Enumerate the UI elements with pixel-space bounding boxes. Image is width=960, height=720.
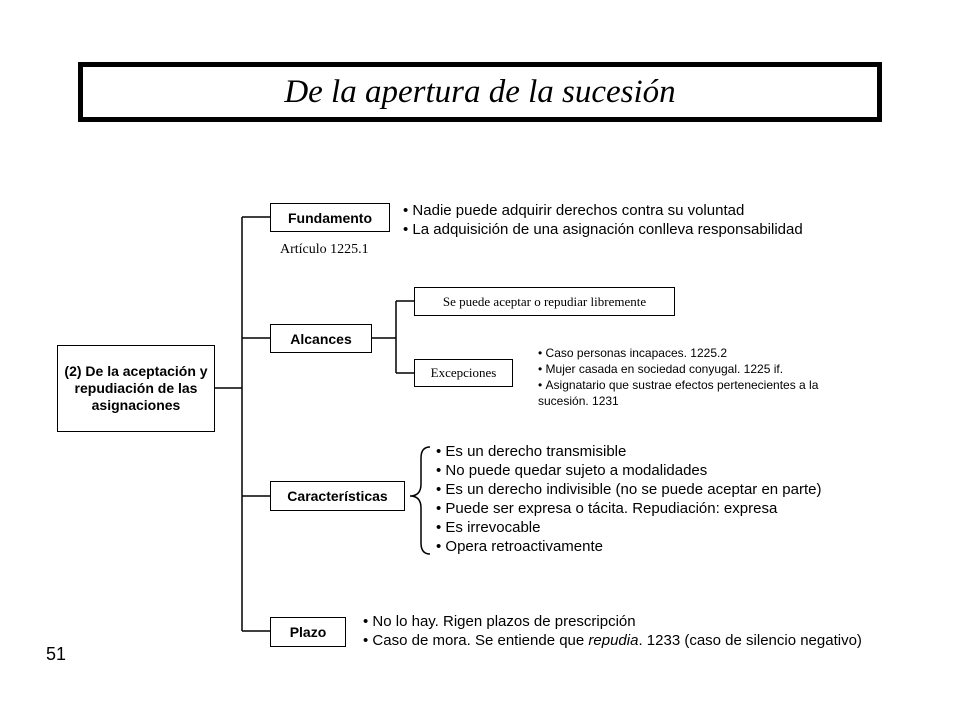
plazo-bullets [363,612,862,650]
plazo-bullet-2-pre: Caso de mora. Se entiende que [372,632,589,649]
curly-brace [410,447,430,554]
excepciones-box [414,359,513,387]
list-item: • Caso personas incapaces. 1225.2 [538,345,858,361]
main-node [57,345,215,432]
list-item: • Es irrevocable [436,518,822,537]
list-item: • Asignatario que sustrae efectos pertenecientes a la sucesión. 1231 [538,377,858,409]
list-item: • Puede ser expresa o tácita. Repudiación: expresa [436,499,822,518]
caracteristicas-bullets [436,442,822,556]
alcances-sub1-box [414,287,675,316]
fundamento-note: Artículo 1225.1 [280,242,369,257]
main-node-label: (2) De la aceptación y repudiación de las asignaciones [64,363,208,413]
caracteristicas-box [270,481,405,511]
list-item: • No puede quedar sujeto a modalidades [436,461,822,480]
plazo-bullet-2-post: . 1233 (caso de silencio negativo) [638,632,862,649]
fundamento-bullets [403,201,803,239]
plazo-label: Plazo [289,624,327,640]
plazo-box [270,617,346,647]
page-number: 51 [46,644,67,664]
list-item: • La adquisición de una asignación conlleva responsabilidad [403,220,803,239]
list-item: • Nadie puede adquirir derechos contra su voluntad [403,201,803,220]
plazo-bullet-2-em: repudia [588,632,639,649]
alcances-sub1-label: Se puede aceptar o repudiar libremente [442,293,647,309]
page-title: De la apertura de la sucesión [284,73,676,110]
fundamento-box [270,203,390,232]
excepciones-bullets [538,345,858,409]
excepciones-label: Excepciones [430,365,497,380]
list-item: • Mujer casada en sociedad conyugal. 1225 if. [538,361,858,377]
list-item [363,612,862,631]
list-item: • Es un derecho transmisible [436,442,822,461]
alcances-box [270,324,372,353]
alcances-label: Alcances [290,330,352,347]
list-item: • Opera retroactivamente [436,537,822,556]
caracteristicas-label: Características [287,488,388,504]
plazo-bullet-1: No lo hay. Rigen plazos de prescripción [372,613,636,630]
fundamento-label: Fundamento [288,209,372,226]
list-item: • Es un derecho indivisible (no se puede aceptar en parte) [436,480,822,499]
list-item [363,631,862,650]
